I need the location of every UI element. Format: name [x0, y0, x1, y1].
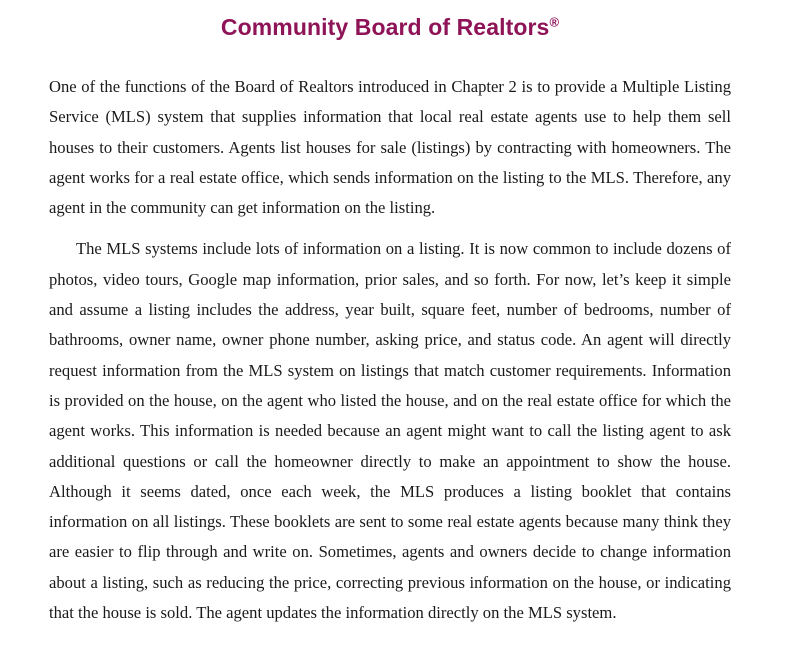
- document-page: [49, 14, 731, 628]
- title-text: Community Board of Realtors: [220, 14, 550, 40]
- paragraph-2: The MLS systems include lots of information on a listing. It is now common to include dozens of photos, video tours, Google map information, prior sales, and so forth. For now, let’s keep it simple and assume a listing includes the address, year built, square feet, number of bedrooms, number of bathrooms, owner name, owner phone number, asking price, and status code. An agent will directly request information from the MLS system on listings that match customer requirements. Information is provided on the house, on the agent who listed the house, and on the real estate office for which the agent works. This information is needed because an agent might want to call the listing agent to ask additional questions or call the homeowner directly to make an appointment to show the house. Although it seems dated, once each week, the MLS produces a listing booklet that contains information on all listings. These booklets are sent to some real estate agents because many think they are easier to flip through and write on. Sometimes, agents and owners decide to change information about a listing, such as reducing the price, correcting previous information on the house, or indicating that the house is sold. The agent updates the information directly on the MLS system.: [49, 239, 731, 623]
- registered-mark: ®: [549, 14, 560, 30]
- paragraph-1: One of the functions of the Board of Realtors introduced in Chapter 2 is to provide a Multiple Listing Service (MLS) system that supplies information that local real estate agents use to help them sell houses to their customers. Agents list houses for sale (listings) by contracting with homeowners. The agent works for a real estate office, which sends information on the listing to the MLS. Therefore, any agent in the community can get information on the listing.: [49, 77, 731, 218]
- page-title: [49, 14, 731, 41]
